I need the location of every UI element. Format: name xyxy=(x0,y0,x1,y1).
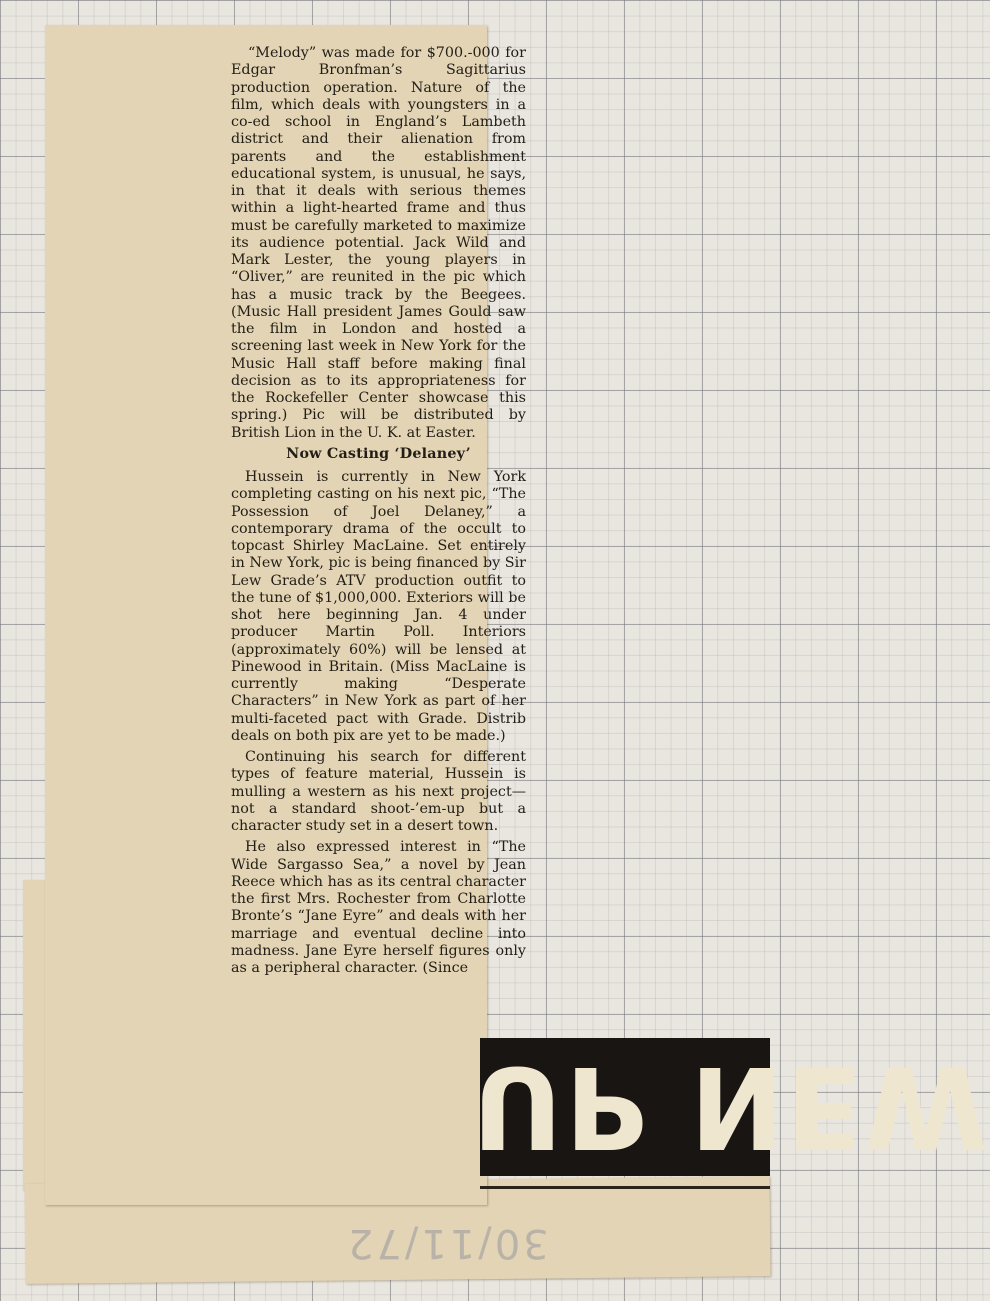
headline-banner-fragment xyxy=(472,1038,990,1176)
newspaper-clipping xyxy=(45,25,526,1205)
article-paragraph: “Melody” was made for $700.-000 for Edgar Bronfman’s Sagittarius production operation. Nature of the film, which deals with youngsters in a co-ed school in England’s Lambeth district and their alienation from parents and the establishment educational system, is unusual, he says, in that it deals with serious themes within a light-hearted frame and thus must be carefully marketed to maximize its audience potential. Jack Wild and Mark Lester, the young players in “Oliver,” are reunited in the pic which has a music track by the Beegees. (Music Hall president James Gould saw the film in London and hosted a screening last week in New York for the Music Hall staff before making final decision as to its appropriateness for the Rockefeller Center showcase this spring.) Pic will be distributed by British Lion in the U. K. at Easter. xyxy=(231,45,526,441)
article-paragraph: Continuing his search for different types of feature material, Hussein is mulling a western as his next project—not a standard shoot-’em-up but a character study set in a desert town. xyxy=(231,749,526,834)
article-column xyxy=(231,45,526,981)
banner-rule xyxy=(480,1186,770,1189)
article-paragraph: He also expressed interest in “The Wide Sargasso Sea,” a novel by Jean Reece which has as its central character the first Mrs. Rochester from Charlotte Bronte’s “Jane Eyre” and deals with her marriage and eventual decline into madness. Jane Eyre herself figures only as a peripheral character. (Since xyxy=(231,839,526,976)
article-subhead: Now Casting ‘Delaney’ xyxy=(286,445,471,462)
banner-text: UP NEW xyxy=(472,1041,990,1171)
pencil-date-note: 30/11/72 xyxy=(345,1220,549,1266)
article-paragraph: Hussein is currently in New York completing casting on his next pic, “The Possession of Joel Delaney,” a contemporary drama of the occult to topcast Shirley MacLaine. Set entirely in New York, pic is being financed by Sir Lew Grade’s ATV production outfit to the tune of $1,000,000. Exteriors will be shot here beginning Jan. 4 under producer Martin Poll. Interiors (approximately 60%) will be lensed at Pinewood in Britain. (Miss MacLaine is currently making “Desperate Characters” in New York as part of her multi-faceted pact with Grade. Distrib deals on both pix are yet to be made.) xyxy=(231,469,526,744)
